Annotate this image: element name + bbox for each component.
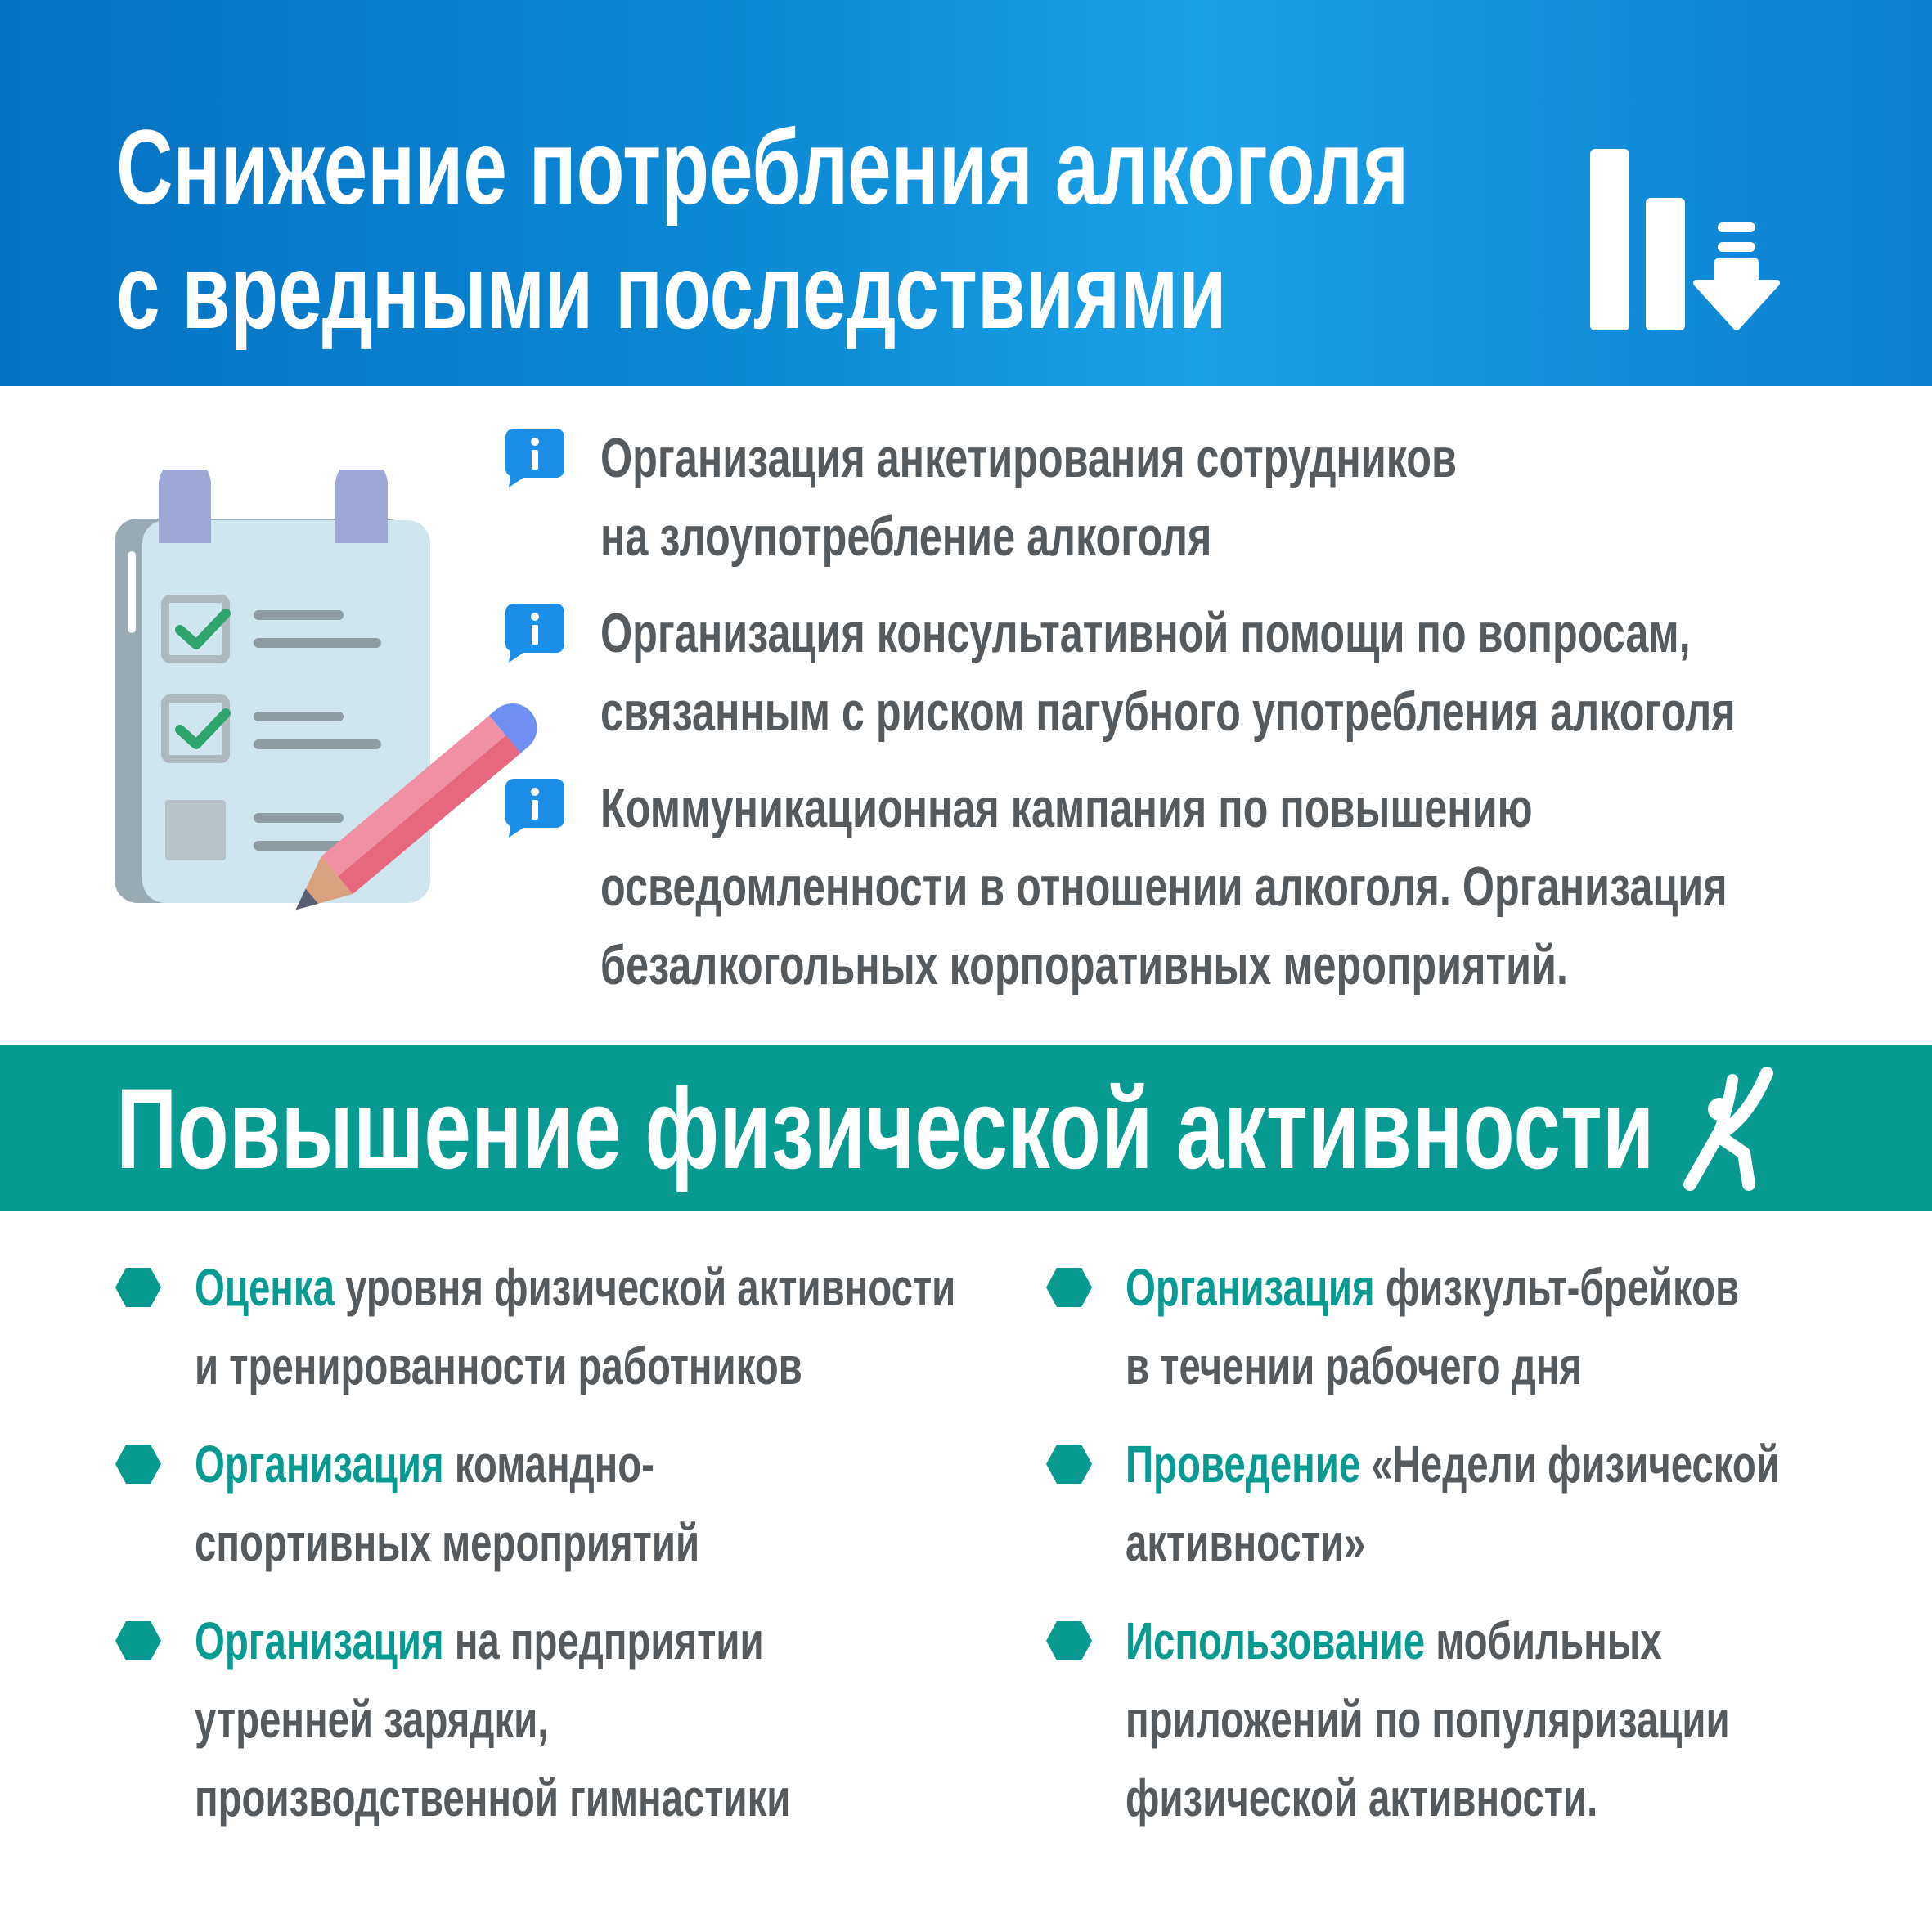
list-item-line: Организация анкетирования сотрудников bbox=[600, 427, 1457, 489]
list-item-highlight: Организация bbox=[195, 1435, 444, 1494]
info-icon bbox=[505, 429, 564, 487]
list-item-line: и тренированности работников bbox=[195, 1337, 802, 1395]
hexagon-bullet-icon bbox=[115, 1266, 162, 1309]
list-item-rest: мобильных bbox=[1425, 1611, 1662, 1670]
list-item-line: безалкогольных корпоративных мероприятий. bbox=[600, 934, 1568, 996]
hexagon-bullet-icon bbox=[115, 1620, 162, 1662]
list-item-line: осведомленности в отношении алкоголя. Организация bbox=[600, 856, 1728, 918]
list-item bbox=[115, 1425, 1031, 1582]
list-item-rest: физкульт-брейков bbox=[1374, 1258, 1740, 1317]
chart-down-icon bbox=[1587, 146, 1783, 342]
activity-title-text: Повышение физической активности bbox=[116, 1064, 1655, 1193]
list-item bbox=[505, 594, 1896, 751]
list-item-line: в течении рабочего дня bbox=[1126, 1337, 1583, 1395]
hexagon-bullet-icon bbox=[1045, 1443, 1093, 1485]
list-item-text bbox=[600, 419, 1896, 576]
list-item-text bbox=[600, 594, 1896, 751]
list-item-text bbox=[195, 1602, 1031, 1837]
list-item-rest: на предприятии bbox=[443, 1611, 764, 1670]
list-item-text bbox=[195, 1248, 1031, 1405]
list-item-text bbox=[1126, 1248, 1912, 1405]
list-item bbox=[1045, 1602, 1912, 1837]
list-item-rest: «Недели физической bbox=[1360, 1435, 1780, 1494]
list-item-line: приложений по популяризации bbox=[1126, 1690, 1730, 1749]
hexagon-bullet-icon bbox=[115, 1443, 162, 1485]
list-item-text bbox=[600, 769, 1896, 1004]
list-item-highlight: Использование bbox=[1126, 1611, 1426, 1670]
list-item-line: производственной гимнастики bbox=[195, 1768, 791, 1827]
info-icon bbox=[505, 604, 564, 663]
list-item-text bbox=[1126, 1425, 1912, 1582]
hexagon-bullet-icon bbox=[1045, 1620, 1093, 1662]
list-item-highlight: Организация bbox=[1126, 1258, 1375, 1317]
stretching-person-icon bbox=[1669, 1062, 1799, 1196]
list-item bbox=[1045, 1425, 1912, 1582]
hexagon-bullet-icon bbox=[1045, 1266, 1093, 1309]
list-item-text bbox=[1126, 1602, 1912, 1837]
list-item-text bbox=[195, 1425, 1031, 1582]
list-item-line: спортивных мероприятий bbox=[195, 1513, 700, 1572]
alcohol-title-line-2: с вредными последствиями bbox=[116, 231, 1227, 351]
list-item bbox=[115, 1602, 1031, 1837]
list-item-line: физической активности. bbox=[1126, 1768, 1598, 1827]
activity-list-right bbox=[1045, 1248, 1912, 1857]
alcohol-measures-list bbox=[505, 419, 1896, 1022]
list-item-highlight: Организация bbox=[195, 1611, 444, 1670]
list-item bbox=[115, 1248, 1031, 1405]
list-item-line: Организация консультативной помощи по вопросам, bbox=[600, 602, 1691, 664]
clipboard-checklist-icon bbox=[115, 470, 540, 916]
list-item bbox=[1045, 1248, 1912, 1405]
list-item bbox=[505, 769, 1896, 1004]
info-icon bbox=[505, 779, 564, 838]
list-item bbox=[505, 419, 1896, 576]
list-item-highlight: Оценка bbox=[195, 1258, 335, 1317]
list-item-highlight: Проведение bbox=[1126, 1435, 1361, 1494]
list-item-rest: уровня физической активности bbox=[334, 1258, 956, 1317]
list-item-line: утренней зарядки, bbox=[195, 1690, 549, 1749]
list-item-line: Коммуникационная кампания по повышению bbox=[600, 777, 1533, 839]
activity-list-left bbox=[115, 1248, 1031, 1857]
list-item-line: активности» bbox=[1126, 1513, 1366, 1572]
list-item-line: связанным с риском пагубного употребления алкоголя bbox=[600, 681, 1736, 743]
list-item-line: на злоупотребление алкоголя bbox=[600, 505, 1212, 568]
list-item-rest: командно- bbox=[443, 1435, 654, 1494]
alcohol-title-line-1: Снижение потребления алкоголя bbox=[116, 107, 1409, 227]
activity-title bbox=[116, 1063, 1932, 1194]
